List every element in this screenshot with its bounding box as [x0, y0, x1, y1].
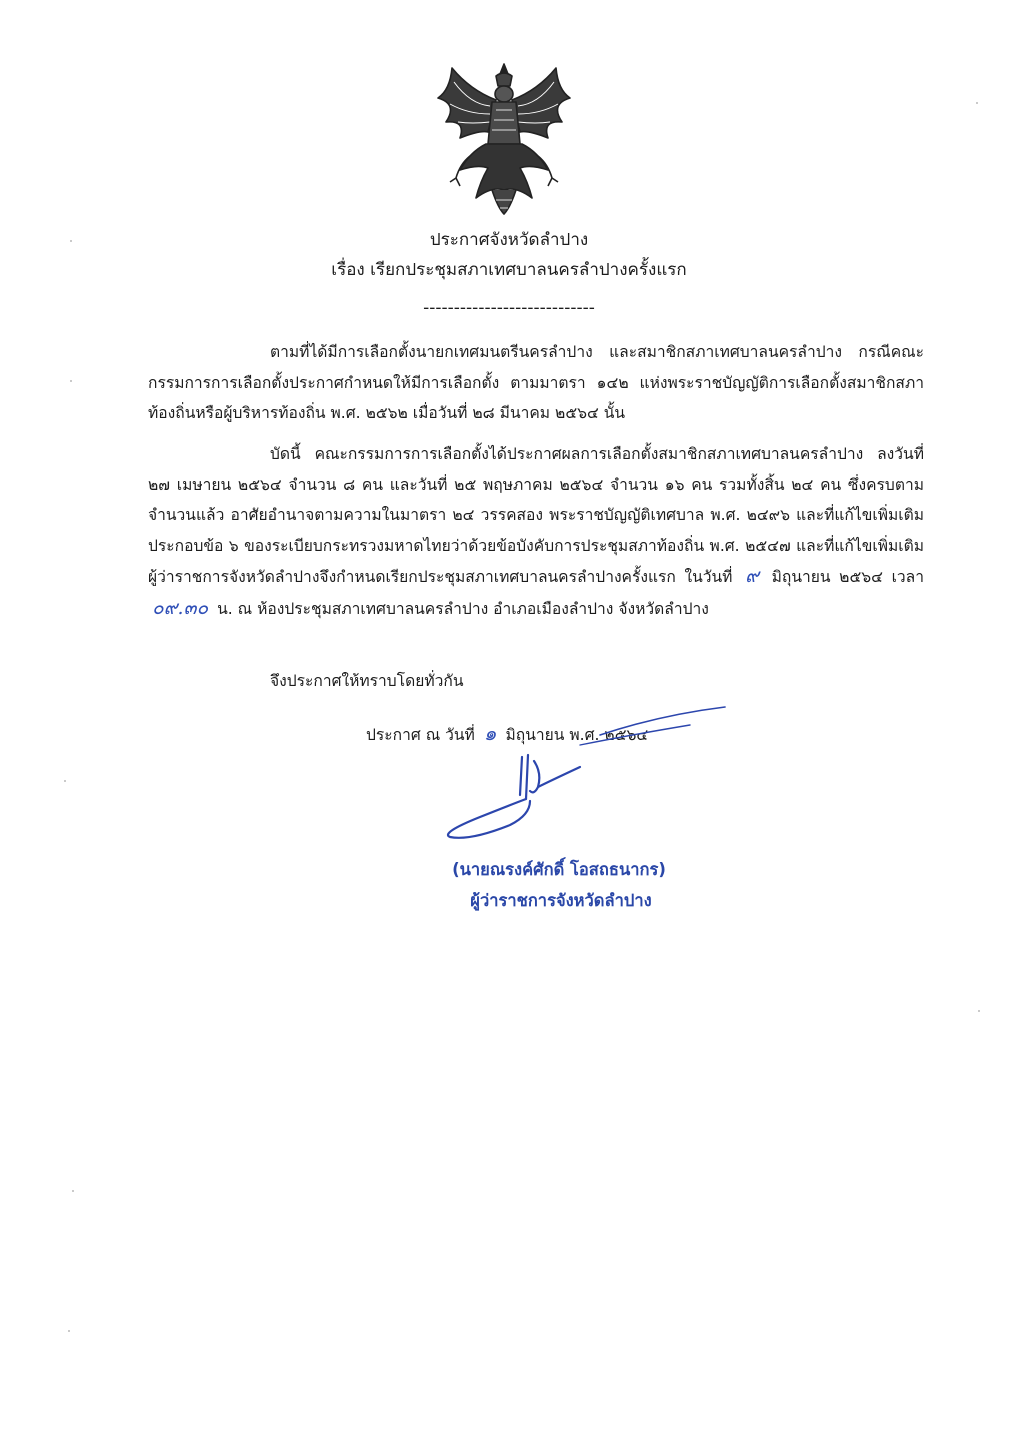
garuda-emblem-icon — [430, 60, 578, 218]
paragraph-1 — [148, 337, 924, 429]
paragraph-2-month-time: มิถุนายน ๒๕๖๔ เวลา — [771, 568, 924, 587]
paragraph-2-location: น. ณ ห้องประชุมสภาเทศบาลนครลำปาง อำเภอเมืองลำปาง จังหวัดลำปาง — [217, 599, 709, 618]
meeting-day-handwritten: ๙ — [745, 565, 759, 588]
scan-speck — [978, 1010, 980, 1012]
scan-speck — [70, 380, 72, 382]
sign-day-handwritten: ๑ — [483, 721, 497, 745]
sign-date-year: ๒๕๖๔ — [604, 726, 649, 744]
scan-speck — [68, 1330, 70, 1332]
scan-speck — [70, 240, 72, 242]
scan-speck — [72, 1190, 74, 1192]
paragraph-2-text: บัดนี้ คณะกรรมการการเลือกตั้งได้ประกาศผลการเลือกตั้งสมาชิกสภาเทศบาลนครลำปาง ลงวันที่ ๒๗ เมษายน ๒๕๖๔ จำนวน ๘ คน และวันที่ ๒๕ พฤษภาคม ๒๕๖๔ จำนวน ๑๖ คน รวมทั้งสิ้น ๒๔ คน ซึ่งครบตามจำนวนแล้ว อาศัยอำนาจตามความในมาตรา ๒๔ วรรคสอง พระราชบัญญัติเทศบาล พ.ศ. ๒๔๙๖ และที่แก้ไขเพิ่มเติม ประกอบข้อ ๖ ของระเบียบกระทรวงมหาดไทยว่าด้วยข้อบังคับการประชุมสภาท้องถิ่น พ.ศ. ๒๕๔๗ และที่แก้ไขเพิ่มเติม ผู้ว่าราชการจังหวัดลำปางจึงกำหนดเรียกประชุมสภาเทศบาลนครลำปางครั้งแรก ในวันที่ — [148, 445, 924, 587]
signer-title: ผู้ว่าราชการจังหวัดลำปาง — [470, 891, 652, 910]
paragraph-2 — [148, 439, 924, 625]
signature-icon — [430, 695, 740, 845]
paragraph-1-text: ตามที่ได้มีการเลือกตั้งนายกเทศมนตรีนครลำปาง และสมาชิกสภาเทศบาลนครลำปาง กรณีคณะกรรมการการเลือกตั้งประกาศกำหนดให้มีการเลือกตั้ง ตามมาตรา ๑๔๒ แห่งพระราชบัญญัติการเลือกตั้งสมาชิกสภาท้องถิ่นหรือผู้บริหารท้องถิ่น พ.ศ. ๒๕๖๒ เมื่อวันที่ ๒๘ มีนาคม ๒๕๖๔ นั้น — [148, 343, 924, 423]
scan-speck — [64, 780, 66, 782]
sign-date-prefix: ประกาศ ณ วันที่ — [366, 726, 475, 744]
title-divider: ---------------------------- — [423, 298, 595, 318]
signer-name: (นายณรงค์ศักดิ์ โอสถธนากร) — [452, 860, 666, 879]
closing-statement: จึงประกาศให้ทราบโดยทั่วกัน — [270, 672, 464, 690]
meeting-time-handwritten: ๐๙.๓๐ — [152, 596, 209, 619]
scan-speck — [976, 102, 978, 104]
announcement-title: ประกาศจังหวัดลำปาง — [429, 230, 589, 250]
announcement-subject: เรื่อง เรียกประชุมสภาเทศบาลนครลำปางครั้งแรก — [331, 260, 687, 280]
sign-date-month-era: มิถุนายน พ.ศ. — [505, 726, 600, 744]
